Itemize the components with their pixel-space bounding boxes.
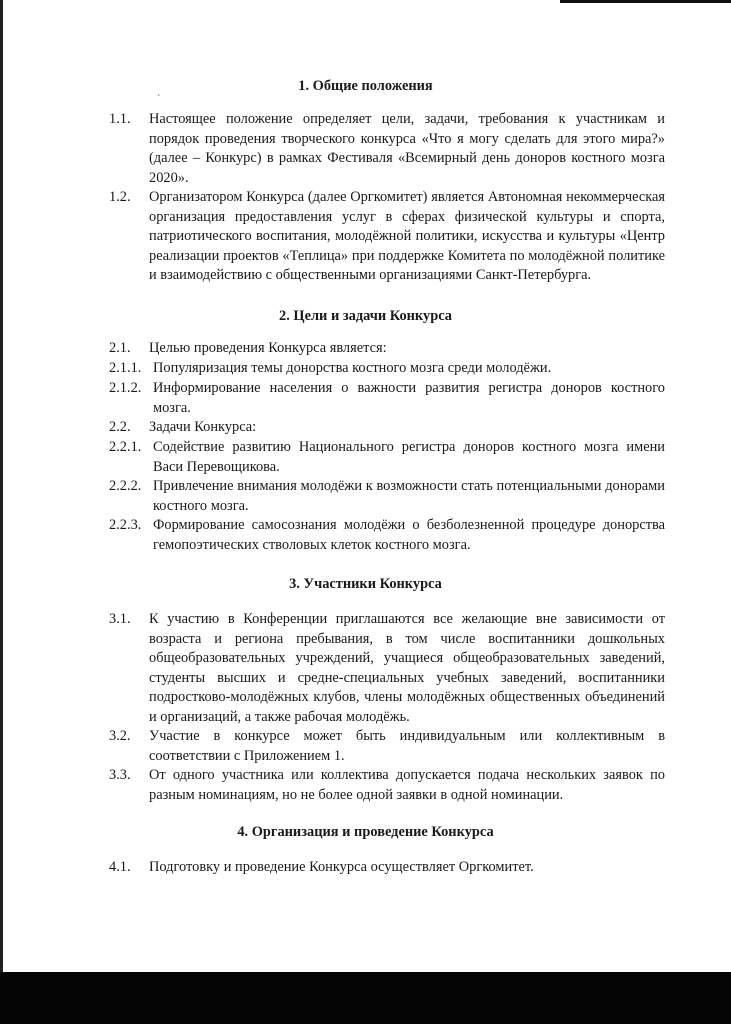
item-number: 2.2. <box>109 419 131 435</box>
item-text: Привлечение внимания молодёжи к возможности стать потенциальными донорами костного мозга. <box>153 478 665 514</box>
scan-speck: ˋ <box>157 94 161 105</box>
item-number: 3.2. <box>109 728 131 744</box>
item-text: Настоящее положение определяет цели, задачи, требования к участникам и порядок проведения творческого конкурса «Что я могу сделать для этого мира?» (далее – Конкурс) в рамках Фестиваля «Всемирный день доноров костного мозга 2020». <box>149 111 665 186</box>
item-text: Содействие развитию Национального регистра доноров костного мозга имени Васи Перевощикова. <box>153 439 665 475</box>
item-number: 4.1. <box>109 859 131 875</box>
item-text: Формирование самосознания молодёжи о безболезненной процедуре донорства гемопоэтических стволовых клеток костного мозга. <box>153 517 665 553</box>
item-number: 2.1. <box>109 340 131 356</box>
item-number: 2.1.1. <box>109 360 142 376</box>
list-item <box>109 477 665 516</box>
scan-edge-bottom <box>0 972 731 1024</box>
item-text: К участию в Конференции приглашаются все желающие вне зависимости от возраста и региона пребывания, в том числе воспитанники дошкольных общеобразовательных учреждений, учащиеся общеобразовательных заведений, студенты высших и средне-специальных учебных заведений, воспитанники подростково-молодёжных клубов, члены молодёжных общественных объединений и организаций, а также рабочая молодёжь. <box>149 611 665 725</box>
item-number: 1.2. <box>109 189 131 205</box>
item-text: Информирование населения о важности развития регистра доноров костного мозга. <box>153 380 665 416</box>
item-number: 2.2.1. <box>109 439 142 455</box>
section-heading: 3. Участники Конкурса <box>289 576 442 592</box>
list-item <box>109 438 665 477</box>
list-item <box>109 418 665 438</box>
list-item <box>109 110 665 188</box>
list-item <box>109 858 665 878</box>
item-text: Организатором Конкурса (далее Оргкомитет) является Автономная некоммерческая организация предоставления услуг в сферах физической культуры и спорта, патриотического воспитания, молодёжной политики, искусства и культуры «Центр реализации проектов «Теплица» при поддержке Комитета по молодёжной политике и взаимодействию с общественными организациями Санкт-Петербурга. <box>149 189 665 283</box>
item-text: Задачи Конкурса: <box>149 419 257 435</box>
item-text: Популяризация темы донорства костного мозга среди молодёжи. <box>153 360 552 376</box>
list-item <box>109 516 665 555</box>
list-item <box>109 766 665 805</box>
item-number: 3.1. <box>109 611 131 627</box>
item-text: От одного участника или коллектива допускается подача нескольких заявок по разным номинациям, но не более одной заявки в одной номинации. <box>149 767 665 803</box>
item-number: 2.1.2. <box>109 380 142 396</box>
section-heading: 2. Цели и задачи Конкурса <box>279 308 452 324</box>
list-item <box>109 188 665 286</box>
list-item <box>109 379 665 418</box>
item-number: 1.1. <box>109 111 131 127</box>
item-text: Участие в конкурсе может быть индивидуальным или коллективным в соответствии с Приложением 1. <box>149 728 665 764</box>
item-text: Подготовку и проведение Конкурса осуществляет Оргкомитет. <box>149 859 534 875</box>
section-heading: 4. Организация и проведение Конкурса <box>237 824 494 840</box>
list-item <box>109 339 665 359</box>
list-item <box>109 610 665 727</box>
list-item <box>109 359 665 379</box>
list-item <box>109 727 665 766</box>
section-heading: 1. Общие положения <box>298 78 433 94</box>
item-number: 2.2.3. <box>109 517 142 533</box>
item-number: 2.2.2. <box>109 478 142 494</box>
item-text: Целью проведения Конкурса является: <box>149 340 387 356</box>
item-number: 3.3. <box>109 767 131 783</box>
